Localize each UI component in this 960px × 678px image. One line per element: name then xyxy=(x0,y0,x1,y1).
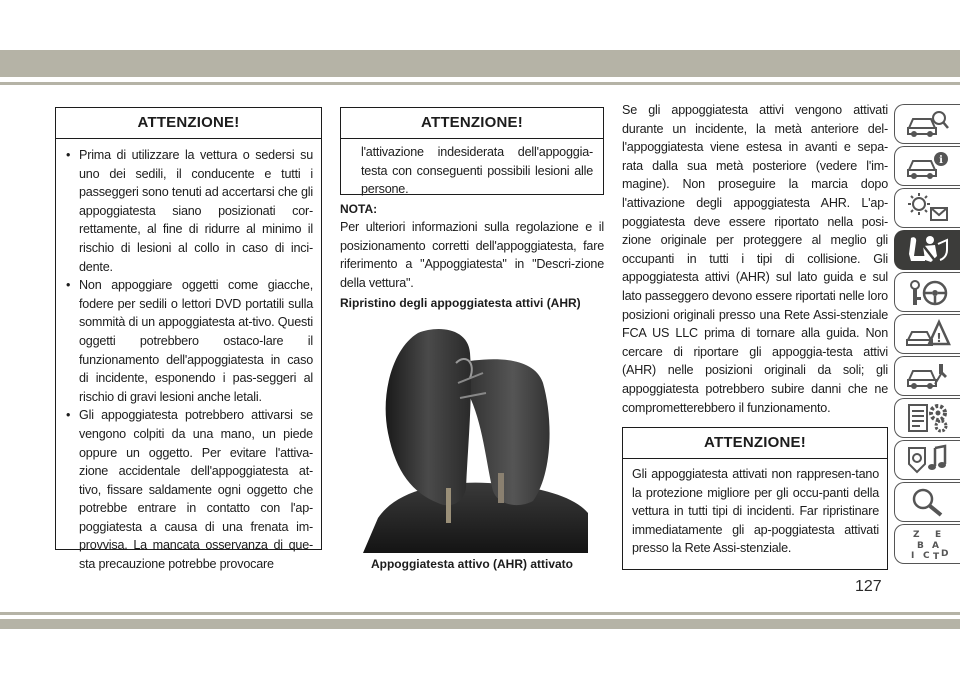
warning-bullet: • Prima di utilizzare la vettura o sedersi su uno dei sedili, il conducente e tutti i passeggeri sono tenuti ad accertarsi che gli appoggiatesta siano posizionati cor-rettamente, al fine di ridurre al minimo il rischio di lesioni al collo in caso di inci-dente. xyxy=(66,146,313,276)
warning-title-bar xyxy=(341,108,603,139)
header-band xyxy=(0,50,960,77)
tab-multimedia[interactable] xyxy=(894,440,960,480)
index-letter: I xyxy=(910,551,914,560)
seat-safety-icon xyxy=(905,234,951,266)
footer-band xyxy=(0,619,960,629)
tab-car-service[interactable] xyxy=(894,356,960,396)
warning-box-right xyxy=(622,427,888,570)
warning-box-middle xyxy=(340,107,604,195)
warning-title: ATTENZIONE! xyxy=(137,114,240,131)
tab-alphabetical-index[interactable] xyxy=(894,524,960,564)
warning-box-left xyxy=(55,107,322,572)
car-info-icon xyxy=(905,150,951,182)
tab-search-index[interactable] xyxy=(894,482,960,522)
tab-emergency[interactable] xyxy=(894,314,960,354)
index-letter: A xyxy=(931,541,939,551)
tab-seat-safety[interactable] xyxy=(894,230,960,270)
warning-body: l'attivazione indesiderata dell'appoggia-testa con conseguenti possibili lesioni alle persone. xyxy=(361,145,593,197)
warning-title: ATTENZIONE! xyxy=(421,114,523,131)
warning-bullet: • Gli appoggiatesta potrebbero attivarsi se vengono colpiti da una mano, un piede oppure un oggetto. Per evitare l'attiva-zione accidentale dell'appoggiatesta at-tivo, fissare saldamente ogni oggetto che potrebbe entrare in contatto con l'ap-poggiatesta a causa di una frenata im-provvisa. La mancata osservanza di que-sta precauzione potrebbe provocare xyxy=(66,406,313,573)
svg-text:i: i xyxy=(938,155,943,166)
tab-starting-steering[interactable] xyxy=(894,272,960,312)
svg-text:!: ! xyxy=(935,331,942,345)
warning-title: ATTENZIONE! xyxy=(704,434,806,451)
index-letter: D xyxy=(940,549,948,559)
car-service-icon xyxy=(905,360,951,392)
tab-car-info[interactable] xyxy=(894,146,960,186)
index-letter: E xyxy=(934,530,941,540)
note-label: NOTA: xyxy=(340,202,378,216)
car-search-icon xyxy=(905,108,951,140)
index-letter: B xyxy=(916,541,924,551)
warning-body: Gli appoggiatesta attivati non rappresen-tano la protezione migliore per gli occu-panti della vettura in tutti tipi di incidenti. Far ripristinare immediatamente gli ap-poggiatesta attivati presso la Rete Assi-stenziale. xyxy=(632,467,879,556)
starting-steering-icon xyxy=(905,276,951,308)
warning-bullet: • Non appoggiare oggetti come giacche, fodere per sedili o lettori DVD portatili sulla sommità di un appoggiatesta at-tivo. Questi oggetti potrebbero ostaco-lare il funzionamento dell'appoggiatesta in caso di incidente, esponendo i pas-seggeri al rischio di gravi lesioni anche letali. xyxy=(66,276,313,406)
warning-bullet-list xyxy=(56,139,321,574)
page-number: 127 xyxy=(855,578,882,595)
multimedia-icon xyxy=(905,444,951,476)
tab-technical-specs[interactable] xyxy=(894,398,960,438)
warning-lights-icon xyxy=(905,192,951,224)
figure-caption: Appoggiatesta attivo (AHR) attivato xyxy=(370,557,573,571)
tab-warning-lights[interactable] xyxy=(894,188,960,228)
alphabetical-index-icon xyxy=(905,528,951,560)
technical-specs-icon xyxy=(905,402,951,434)
emergency-triangle-icon xyxy=(905,318,951,350)
warning-title-bar xyxy=(623,428,887,459)
headrest-photo xyxy=(358,323,588,553)
footer-rule xyxy=(0,612,960,615)
search-index-icon xyxy=(905,486,951,518)
index-letter: T xyxy=(932,552,939,560)
index-letter: Z xyxy=(912,530,920,540)
note-body: Per ulteriori informazioni sulla regolazione e il posizionamento corretti dell'appoggiatesta, fare riferimento a "Appoggiatesta" in "Descri-zione della vettura". xyxy=(340,220,604,290)
chapter-tab-sidebar xyxy=(894,104,960,566)
index-letter: C xyxy=(922,551,930,560)
tab-car-search[interactable] xyxy=(894,104,960,144)
warning-title-bar xyxy=(56,108,321,139)
header-rule xyxy=(0,82,960,85)
body-paragraph: Se gli appoggiatesta attivi vengono attivati durante un incidente, la metà anteriore del-l'appoggiatesta viene estesa in avanti e sepa-rata dalla sua metà posteriore (vedere l'im-magine). Non proseguire la marcia dopo l'attivazione degli appoggiatesta AHR. L'ap-poggiatesta deve essere riportato nella posi-zione originale per proteggere al meglio gli occupanti in tutti i tipi di collisione. Gli appoggiatesta attivi (AHR) sul lato guida e sul lato passeggero devono essere riportati nelle loro posizioni originali presso una Rete Assi-stenziale FCA US LLC prima di tornare alla guida. Non cercare di riportare gli appoggia-testa attivi (AHR) nelle posizioni originali da soli; gli appoggiatesta potrebbero subire danni che ne comprometterebbero il funzionamento. xyxy=(622,103,888,415)
section-heading: Ripristino degli appoggiatesta attivi (AHR) xyxy=(340,296,581,310)
